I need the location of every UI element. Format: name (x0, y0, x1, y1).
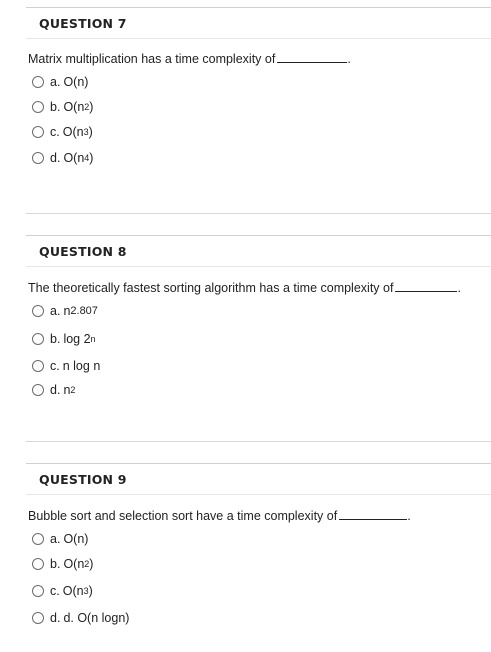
question-8-header (26, 235, 491, 267)
radio-button[interactable] (32, 558, 44, 570)
option-text: n (63, 383, 71, 397)
option-text: O(n (63, 100, 85, 114)
question-9-option-d[interactable] (32, 609, 129, 627)
question-9-option-c[interactable]: c. O(n 3 ) (32, 582, 93, 600)
question-7-option-b[interactable]: b. O(n 2 ) (32, 98, 93, 116)
prompt-end: . (347, 52, 351, 66)
option-letter: b. (50, 332, 61, 346)
radio-button[interactable] (32, 384, 44, 396)
question-9-option-a[interactable] (32, 530, 88, 548)
option-text: O(n (63, 557, 85, 571)
answer-blank (339, 518, 407, 520)
option-letter: c. (50, 125, 60, 139)
radio-button[interactable] (32, 612, 44, 624)
section-divider (26, 441, 491, 442)
prompt-text: Matrix multiplication has a time complexity of (28, 52, 276, 66)
answer-blank (395, 290, 457, 292)
option-letter: d. (50, 611, 61, 625)
option-text: O(n) (63, 532, 89, 546)
radio-button[interactable] (32, 533, 44, 545)
question-8-option-d[interactable]: d. n 2 (32, 381, 75, 399)
question-7-prompt (28, 52, 351, 66)
option-letter: c. (50, 359, 60, 373)
option-text: O(n) (63, 75, 89, 89)
radio-button[interactable] (32, 76, 44, 88)
question-8-option-c[interactable] (32, 357, 100, 375)
question-7-option-c[interactable]: c. O(n 3 ) (32, 123, 93, 141)
question-8-option-a[interactable]: a. n 2.807 (32, 302, 98, 320)
question-7-option-a[interactable] (32, 73, 88, 91)
option-letter: c. (50, 584, 60, 598)
option-text: O(n (63, 151, 85, 165)
radio-button[interactable] (32, 101, 44, 113)
option-text-end: ) (89, 151, 94, 165)
option-letter: a. (50, 75, 61, 89)
question-8-option-b[interactable]: b. log 2 n (32, 330, 96, 348)
question-9-option-b[interactable]: b. O(n 2 ) (32, 555, 93, 573)
radio-button[interactable] (32, 305, 44, 317)
option-letter: d. (50, 151, 61, 165)
option-letter: a. (50, 304, 61, 318)
option-text: O(n (62, 125, 84, 139)
radio-button[interactable] (32, 360, 44, 372)
option-text: O(n (62, 584, 84, 598)
option-text-end: ) (88, 584, 93, 598)
answer-blank (277, 61, 347, 63)
option-text-end: ) (89, 557, 94, 571)
option-letter: a. (50, 532, 61, 546)
option-text: d. O(n logn) (63, 611, 130, 625)
prompt-end: . (407, 509, 411, 523)
question-7-option-d[interactable]: d. O(n 4 ) (32, 149, 93, 167)
question-8-prompt (28, 281, 461, 295)
prompt-end: . (457, 281, 461, 295)
question-7-header (26, 7, 491, 39)
option-letter: b. (50, 557, 61, 571)
question-9-prompt (28, 509, 411, 523)
radio-button[interactable] (32, 333, 44, 345)
radio-button[interactable] (32, 585, 44, 597)
option-text: n (63, 304, 71, 318)
option-text: log 2 (63, 332, 91, 346)
section-divider (26, 213, 491, 214)
option-text-end: ) (88, 125, 93, 139)
prompt-text: Bubble sort and selection sort have a time complexity of (28, 509, 338, 523)
question-title: QUESTION 7 (39, 16, 127, 31)
radio-button[interactable] (32, 152, 44, 164)
option-letter: b. (50, 100, 61, 114)
question-title: QUESTION 8 (39, 244, 127, 259)
option-text-end: ) (89, 100, 94, 114)
question-title: QUESTION 9 (39, 472, 127, 487)
radio-button[interactable] (32, 126, 44, 138)
option-text: n log n (62, 359, 101, 373)
question-9-header (26, 463, 491, 495)
prompt-text: The theoretically fastest sorting algorithm has a time complexity of (28, 281, 394, 295)
option-letter: d. (50, 383, 61, 397)
